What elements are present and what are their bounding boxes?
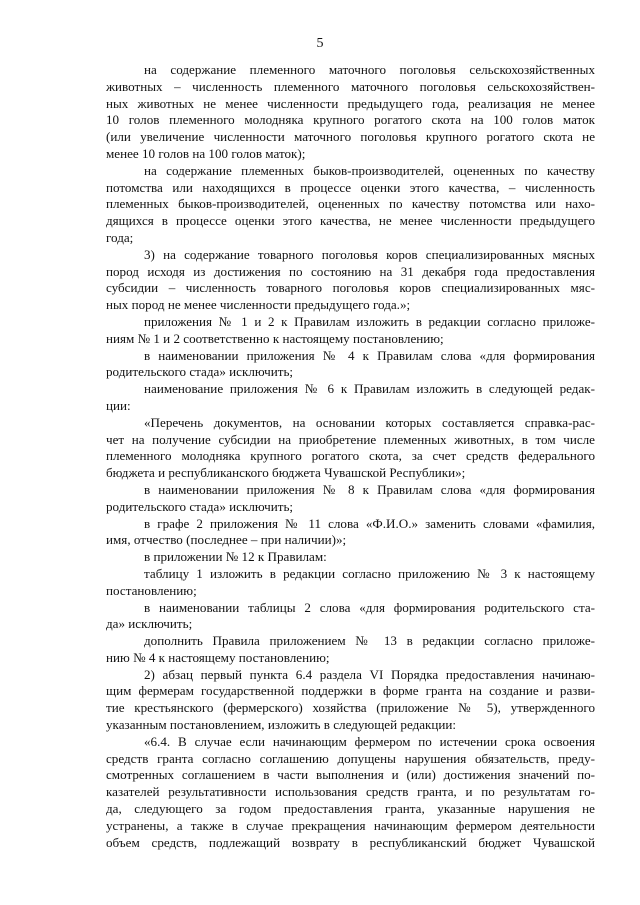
text-line: менее 10 голов на 100 голов маток); <box>106 145 306 161</box>
text-line: племенного молодняка крупного рогатого скота, за счет средств федерального <box>106 448 595 464</box>
text-line: ных животных не менее численности предыдущего года, реализация не менее <box>106 95 595 111</box>
text-line: (или увеличение численности маточного поголовья крупного рогатого скота не <box>106 129 595 145</box>
text-line: на содержание племенного маточного поголовья сельскохозяйственных <box>144 62 595 77</box>
text-line: в наименовании приложения № 4 к Правилам слова «для формирования <box>144 347 595 363</box>
text-line: племенных быков-производителей, оцененных по качеству потомства или нахо- <box>106 196 595 212</box>
text-line: «Перечень документов, на основании которых составляется справка-рас- <box>144 414 595 430</box>
text-line: смотренных соглашением в части выполнения и (или) достижения значений по- <box>106 767 595 783</box>
text-line: года; <box>106 229 134 245</box>
text-line: приложения № 1 и 2 к Правилам изложить в редакции согласно приложе- <box>144 313 595 329</box>
text-line: устранены, а также в случае прекращения начинающим фермером деятельности <box>106 817 595 833</box>
text-line: 3) на содержание товарного поголовья коров специализированных мясных <box>144 246 595 262</box>
text-line: постановлению; <box>106 582 197 598</box>
page-number: 5 <box>316 36 324 51</box>
text-line: в приложении № 12 к Правилам: <box>144 549 327 565</box>
text-line: в графе 2 приложения № 11 слова «Ф.И.О.» заменить словами «фамилия, <box>144 515 595 531</box>
text-line: да, следующего за годом предоставления гранта, указанные нарушения не <box>106 801 595 817</box>
document-body <box>106 62 595 851</box>
text-line: пород исходя из достижения по состоянию на 31 декабря года предоставления <box>106 263 595 279</box>
text-line: щим фермерам государственной поддержки в форме гранта на создание и разви- <box>106 683 595 699</box>
text-line: указанным постановлением, изложить в следующей редакции: <box>106 717 457 733</box>
text-line: тие крестьянского (фермерского) хозяйства (приложение № 5), утвержденного <box>106 700 595 716</box>
text-line: потомства или находящихся в процессе оценки этого качества, – численность <box>106 179 595 195</box>
text-line: наименование приложения № 6 к Правилам изложить в следующей редак- <box>144 381 595 397</box>
text-line: «6.4. В случае если начинающим фермером по истечении срока освоения <box>144 733 595 749</box>
text-line: дополнить Правила приложением № 13 в редакции согласно приложе- <box>144 633 595 649</box>
text-line: объем средств, подлежащий возврату в республиканский бюджет Чувашской <box>106 834 595 850</box>
text-line: средств гранта согласно соглашению допущены нарушения обязательств, преду- <box>106 750 595 766</box>
text-line: в наименовании таблицы 2 слова «для формирования родительского ста- <box>144 599 595 615</box>
text-line: бюджета и республиканского бюджета Чувашской Республики»; <box>106 465 466 481</box>
text-line: на содержание племенных быков-производителей, оцененных по качеству <box>144 162 595 178</box>
text-line: в наименовании приложения № 8 к Правилам слова «для формирования <box>144 481 595 497</box>
text-line: да» исключить; <box>106 616 193 632</box>
text-line: имя, отчество (последнее – при наличии)»; <box>106 532 347 548</box>
text-line: субсидии – численность товарного поголовья коров специализированных мяс- <box>106 280 595 296</box>
text-line: ции: <box>106 397 131 413</box>
text-line: дящихся в процессе оценки этого качества, не менее численности предыдущего <box>106 213 595 229</box>
text-line: 2) абзац первый пункта 6.4 раздела VI Порядка предоставления начинаю- <box>144 666 595 682</box>
text-line: таблицу 1 изложить в редакции согласно приложению № 3 к настоящему <box>144 565 595 581</box>
text-line: ниям № 1 и 2 соответственно к настоящему постановлению; <box>106 330 444 346</box>
text-line: ных пород не менее численности предыдущего года.»; <box>106 297 411 313</box>
text-line: родительского стада» исключить; <box>106 498 294 514</box>
text-line: нию № 4 к настоящему постановлению; <box>106 649 330 665</box>
text-line: родительского стада» исключить; <box>106 364 294 380</box>
text-line: чет на получение субсидии на приобретение племенных животных, в том числе <box>106 431 595 447</box>
text-line: животных – численность племенного маточного поголовья сельскохозяйствен- <box>106 78 595 94</box>
text-line: казателей результативности использования средств гранта, и по результатам го- <box>106 784 595 800</box>
text-line: 10 голов племенного молодняка крупного рогатого скота на 100 голов маток <box>106 112 595 128</box>
